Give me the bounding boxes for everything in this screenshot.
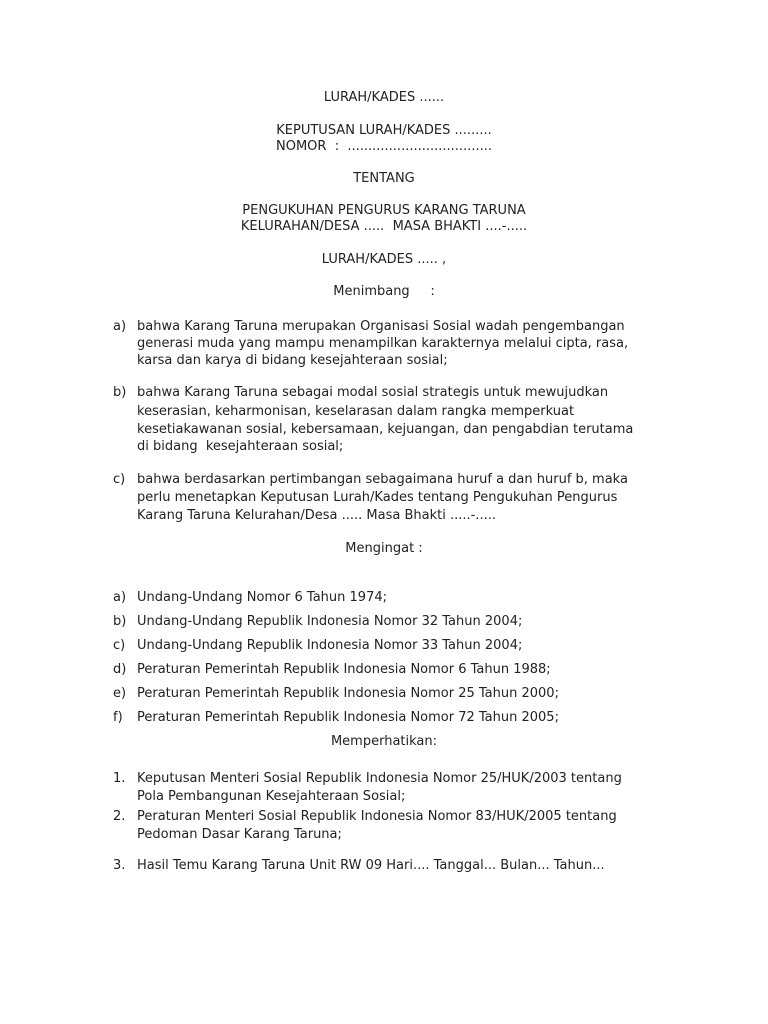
list-item-line: Keputusan Menteri Sosial Republik Indonesia Nomor 25/HUK/2003 tentang [137, 771, 622, 786]
list-marker: b) [113, 614, 127, 629]
considering-heading: Menimbang : [333, 284, 435, 299]
list-item-line: Hasil Temu Karang Taruna Unit RW 09 Hari.... Tanggal... Bulan... Tahun... [137, 858, 605, 873]
list-item-line: kesetiakawanan sosial, kebersamaan, kejuangan, dan pengabdian terutama [137, 422, 634, 437]
subject-line-1: PENGUKUHAN PENGURUS KARANG TARUNA [242, 203, 526, 218]
list-marker: 2. [113, 809, 126, 824]
list-marker: c) [113, 638, 126, 653]
decree-title: KEPUTUSAN LURAH/KADES ......... [276, 123, 492, 138]
list-item-text: Peraturan Pemerintah Republik Indonesia Nomor 6 Tahun 1988; [137, 662, 551, 677]
list-item-line: karsa dan karya di bidang kesejahteraan sosial; [137, 353, 448, 368]
list-marker: 1. [113, 771, 126, 786]
list-item-line: keserasian, keharmonisan, keselarasan dalam rangka memperkuat [137, 404, 575, 419]
list-item-line: Pedoman Dasar Karang Taruna; [137, 827, 342, 842]
authority-heading: LURAH/KADES ...... [323, 90, 445, 105]
list-item-text: Undang-Undang Republik Indonesia Nomor 33 Tahun 2004; [137, 638, 523, 653]
issuer-heading: LURAH/KADES ..... , [321, 252, 447, 267]
list-marker: e) [113, 686, 127, 701]
list-item-line: generasi muda yang mampu menampilkan karakternya melalui cipta, rasa, [137, 336, 629, 351]
list-item-text: Peraturan Pemerintah Republik Indonesia Nomor 72 Tahun 2005; [137, 710, 559, 725]
list-item-line: Pola Pembangunan Kesejahteraan Sosial; [137, 789, 406, 804]
list-marker: b) [113, 385, 127, 400]
list-item-line: Peraturan Menteri Sosial Republik Indonesia Nomor 83/HUK/2005 tentang [137, 809, 617, 824]
list-item-line: bahwa berdasarkan pertimbangan sebagaimana huruf a dan huruf b, maka [137, 472, 628, 487]
list-marker: 3. [113, 858, 126, 873]
about-label: TENTANG [353, 171, 415, 186]
list-marker: a) [113, 590, 127, 605]
noting-heading: Memperhatikan: [330, 734, 438, 749]
list-marker: f) [113, 710, 123, 725]
list-item-line: bahwa Karang Taruna sebagai modal sosial strategis untuk mewujudkan [137, 385, 609, 400]
decree-number: NOMOR : ................................... [276, 139, 492, 154]
list-marker: c) [113, 472, 126, 487]
list-item-text: Undang-Undang Nomor 6 Tahun 1974; [137, 590, 387, 605]
list-item-line: di bidang kesejahteraan sosial; [137, 439, 344, 454]
list-item-line: perlu menetapkan Keputusan Lurah/Kades tentang Pengukuhan Pengurus [137, 490, 618, 505]
subject-line-2: KELURAHAN/DESA ..... MASA BHAKTI ....-..... [240, 219, 528, 234]
list-item-text: Peraturan Pemerintah Republik Indonesia Nomor 25 Tahun 2000; [137, 686, 559, 701]
list-marker: d) [113, 662, 127, 677]
recalling-heading: Mengingat : [345, 541, 423, 556]
list-item-text: Undang-Undang Republik Indonesia Nomor 32 Tahun 2004; [137, 614, 523, 629]
list-marker: a) [113, 319, 127, 334]
list-item-line: bahwa Karang Taruna merupakan Organisasi Sosial wadah pengembangan [137, 319, 625, 334]
list-item-line: Karang Taruna Kelurahan/Desa ..... Masa Bhakti .....-..... [137, 508, 496, 523]
